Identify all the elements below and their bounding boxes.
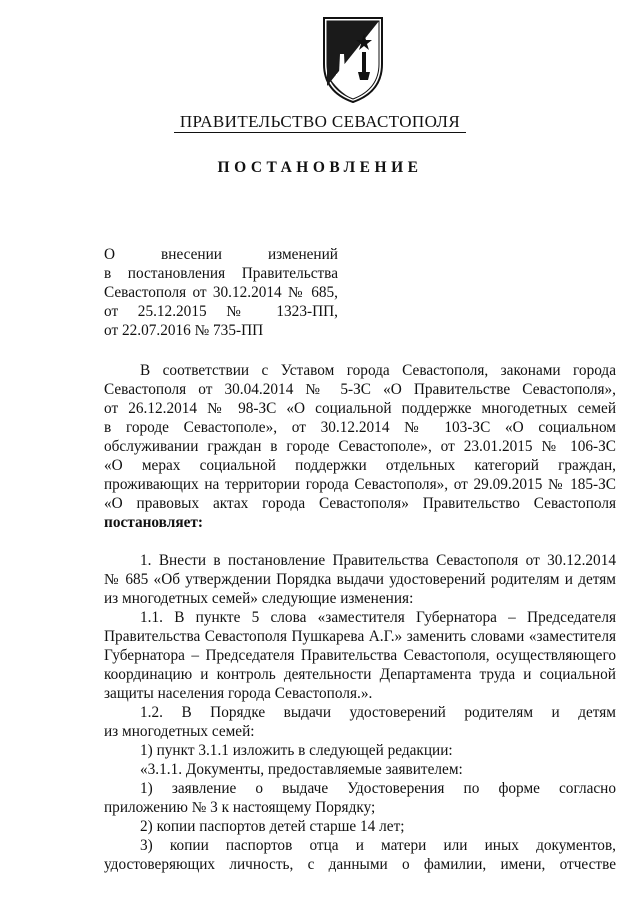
preamble-line: «О правовых актах города Севастополя» Правительство Севастополя: [104, 495, 616, 512]
preamble-line: «О мерах социальной поддержки отдельных категорий граждан,: [104, 457, 616, 474]
preamble-line: обслуживании граждан в городе Севастополе», от 23.01.2015 № 106-ЗС: [104, 438, 616, 455]
body-line: 2) копии паспортов детей старше 14 лет;: [140, 818, 405, 835]
subject-line: О внесении изменений: [104, 246, 338, 263]
body-line: приложению № 3 к настоящему Порядку;: [104, 799, 376, 816]
body-line: 1.1. В пункте 5 слова «заместителя Губернатора – Председателя: [140, 609, 616, 626]
body-line: 1) пункт 3.1.1 изложить в следующей редакции:: [140, 742, 453, 759]
body-line: № 685 «Об утверждении Порядка выдачи удостоверений родителям и детям: [104, 571, 616, 588]
preamble-line: Севастополя от 30.04.2014 № 5-ЗС «О Правительстве Севастополя»,: [104, 381, 616, 398]
body-line: 3) копии паспортов отца и матери или иных документов,: [140, 837, 616, 854]
body-line: координацию и контроль деятельности Департамента труда и социальной: [104, 666, 616, 683]
body-line: удостоверяющих личность, с данными о фамилии, имени, отчестве: [104, 856, 616, 873]
subject-line: от 22.07.2016 № 735-ПП: [104, 322, 264, 339]
body-line: из многодетных семей:: [104, 723, 255, 740]
body-line: Губернатора – Председателя Правительства Севастополя, осуществляющего: [104, 647, 616, 664]
body-line: 1. Внести в постановление Правительства Севастополя от 30.12.2014: [140, 552, 616, 569]
body-line: 1.2. В Порядке выдачи удостоверений родителям и детям: [140, 704, 616, 721]
subject-line: от 25.12.2015 № 1323-ПП,: [104, 303, 338, 320]
preamble-line: от 26.12.2014 № 98-ЗС «О социальной поддержке многодетных семей: [104, 400, 616, 417]
document-type: ПОСТАНОВЛЕНИЕ: [217, 159, 423, 176]
subject-line: в постановления Правительства: [104, 265, 338, 282]
body-line: 1) заявление о выдаче Удостоверения по форме согласно: [140, 780, 616, 797]
body-line: «3.1.1. Документы, предоставляемые заявителем:: [140, 761, 463, 778]
body-line: защиты населения города Севастополя.».: [104, 685, 373, 702]
preamble-line: проживающих на территории города Севастополя», от 29.09.2015 № 185-ЗС: [104, 476, 616, 493]
body-line: Правительства Севастополя Пушкарева А.Г.» заменить словами «заместителя: [104, 628, 616, 645]
government-title: ПРАВИТЕЛЬСТВО СЕВАСТОПОЛЯ: [0, 112, 640, 132]
subject-line: Севастополя от 30.12.2014 № 685,: [104, 284, 338, 301]
body-line: из многодетных семей» следующие изменения:: [104, 590, 414, 607]
sevastopol-coat-of-arms: [318, 14, 388, 104]
preamble-verb: постановляет:: [104, 514, 203, 531]
preamble-line: в городе Севастополе», от 30.12.2014 № 103-ЗС «О социальном: [104, 419, 616, 436]
preamble-line: В соответствии с Уставом города Севастополя, законами города: [140, 362, 616, 379]
